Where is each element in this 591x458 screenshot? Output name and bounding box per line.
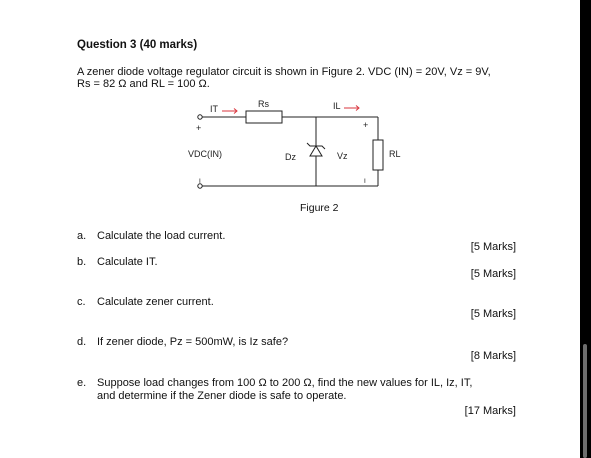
resistor-rl xyxy=(373,140,383,170)
minus-left-label: − xyxy=(195,178,205,184)
il-label: IL xyxy=(333,101,341,111)
part-d-marks: [8 Marks] xyxy=(470,350,516,362)
figure-caption: Figure 2 xyxy=(300,202,339,214)
part-b-text: Calculate IT. xyxy=(97,256,158,268)
vdc-label: VDC(IN) xyxy=(188,149,222,159)
part-a-text: Calculate the load current. xyxy=(97,230,226,242)
rs-label: Rs xyxy=(258,99,269,109)
question-intro-line2: Rs = 82 Ω and RL = 100 Ω. xyxy=(77,78,210,90)
part-c-text: Calculate zener current. xyxy=(97,296,214,308)
scrollbar-thumb[interactable] xyxy=(583,344,587,458)
part-d-text: If zener diode, Pz = 500mW, is Iz safe? xyxy=(97,336,289,348)
part-c-marks: [5 Marks] xyxy=(470,308,516,320)
plus-right-label: + xyxy=(363,120,369,130)
question-intro-line1: A zener diode voltage regulator circuit is shown in Figure 2. VDC (IN) = 20V, Vz = 9V, xyxy=(77,66,491,78)
terminal-top xyxy=(198,115,202,119)
part-a-marks: [5 Marks] xyxy=(470,241,516,253)
part-e-text-line1: Suppose load changes from 100 Ω to 200 Ω, find the new values for IL, Iz, IT, xyxy=(97,377,473,389)
part-b-marks: [5 Marks] xyxy=(470,268,516,280)
resistor-rs xyxy=(246,111,282,123)
zener-diode-icon xyxy=(310,146,322,156)
question-title: Question 3 (40 marks) xyxy=(77,39,198,51)
minus-right-label: − xyxy=(360,178,370,184)
part-e-text-line2: and determine if the Zener diode is safe to operate. xyxy=(97,390,347,402)
part-a-letter: a. xyxy=(77,230,87,242)
part-c-letter: c. xyxy=(77,296,86,308)
terminal-bottom xyxy=(198,184,202,188)
plus-left-label: + xyxy=(196,123,202,133)
it-label: IT xyxy=(210,104,218,114)
vz-label: Vz xyxy=(337,151,348,161)
dz-label: Dz xyxy=(285,152,296,162)
rl-label: RL xyxy=(389,149,401,159)
part-b-letter: b. xyxy=(77,256,87,268)
part-d-letter: d. xyxy=(77,336,87,348)
part-e-letter: e. xyxy=(77,377,87,389)
part-e-marks: [17 Marks] xyxy=(464,405,516,417)
